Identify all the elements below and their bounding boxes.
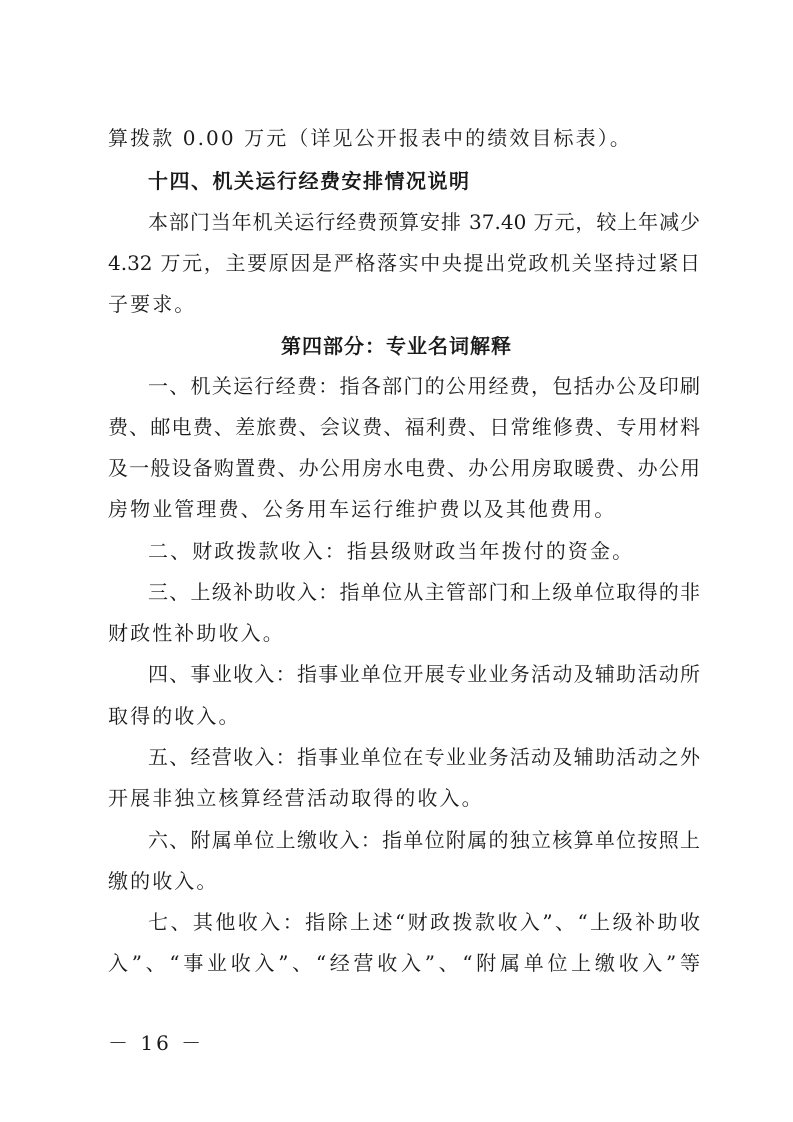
paragraph-line: 算拨款 0.00 万元（详见公开报表中的绩效目标表）。 [108, 126, 632, 150]
definition-line: 五、经营收入：指事业单位在专业业务活动及辅助活动之外 [148, 745, 700, 769]
page-number: － 16 － [108, 1031, 205, 1055]
definition-line: 七、其他收入：指除上述“财政拨款收入”、“上级补助收 [148, 910, 700, 934]
definition-line: 六、附属单位上缴收入：指单位附属的独立核算单位按照上 [148, 828, 700, 852]
definition-line: 二、财政拨款收入：指县级财政当年拨付的资金。 [148, 539, 635, 563]
definition-line: 财政性补助收入。 [108, 621, 285, 645]
definition-line: 三、上级补助收入：指单位从主管部门和上级单位取得的非 [148, 580, 700, 604]
paragraph-line: 本部门当年机关运行经费预算安排 37.40 万元，较上年减少 [148, 210, 700, 234]
definition-line: 四、事业收入：指事业单位开展专业业务活动及辅助活动所 [148, 662, 700, 686]
definition-line: 缴的收入。 [108, 869, 219, 893]
definition-line: 房物业管理费、公务用车运行维护费以及其他费用。 [108, 497, 617, 521]
definition-line: 入”、“事业收入”、“经营收入”、“附属单位上缴收入”等 [108, 951, 700, 975]
paragraph-line: 4.32 万元，主要原因是严格落实中央提出党政机关坚持过紧日 [108, 251, 700, 275]
definition-line: 一、机关运行经费：指各部门的公用经费，包括办公及印刷 [148, 374, 700, 398]
definition-line: 费、邮电费、差旅费、会议费、福利费、日常维修费、专用材料 [108, 415, 700, 439]
section-heading-14: 十四、机关运行经费安排情况说明 [148, 169, 471, 193]
definition-line: 开展非独立核算经营活动取得的收入。 [108, 786, 484, 810]
paragraph-line: 子要求。 [108, 292, 197, 316]
part-four-title: 第四部分：专业名词解释 [281, 334, 512, 358]
definition-line: 取得的收入。 [108, 704, 241, 728]
definition-line: 及一般设备购置费、办公用房水电费、办公用房取暖费、办公用 [108, 456, 700, 480]
